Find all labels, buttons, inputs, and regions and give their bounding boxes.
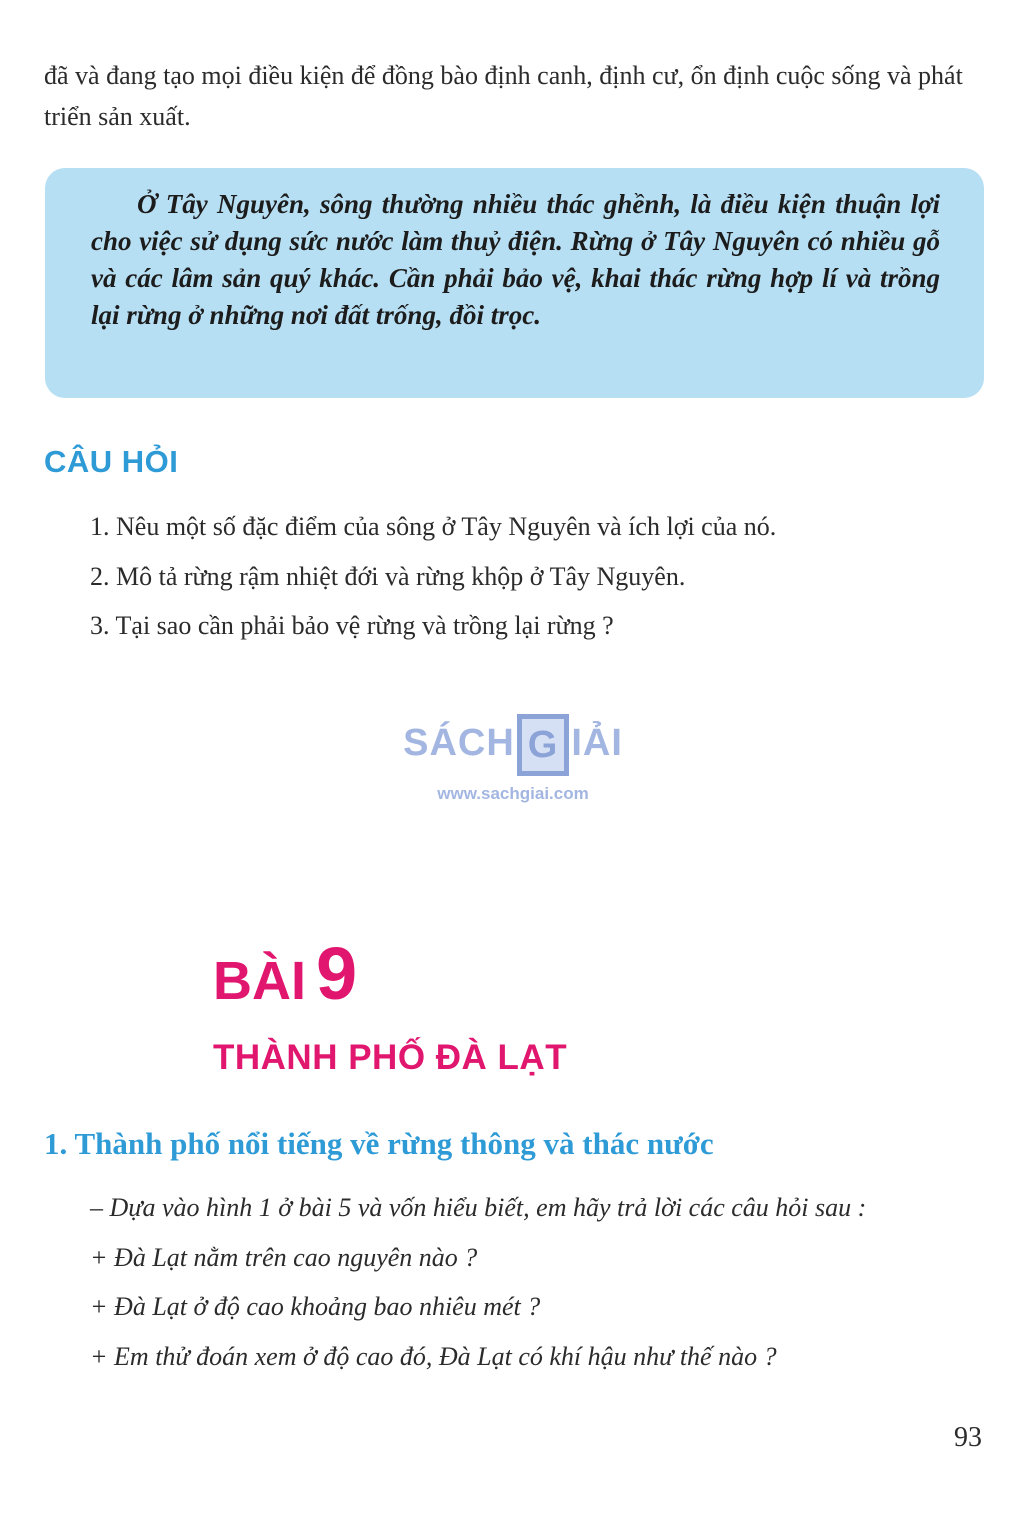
watermark-url: www.sachgiai.com — [437, 784, 589, 803]
task-line: + Đà Lạt ở độ cao khoảng bao nhiêu mét ? — [90, 1292, 541, 1321]
page-number: 93 — [954, 1422, 982, 1453]
lesson-number: 9 — [316, 932, 358, 1015]
question-item: 1. Nêu một số đặc điểm của sông ở Tây Nguyên và ích lợi của nó. — [90, 512, 777, 541]
watermark-logo-g-icon: G — [517, 714, 570, 776]
summary-box — [45, 168, 984, 398]
question-item: 3. Tại sao cần phải bảo vệ rừng và trồng lại rừng ? — [90, 611, 614, 640]
task-line: + Đà Lạt nằm trên cao nguyên nào ? — [90, 1242, 478, 1272]
task-line: – Dựa vào hình 1 ở bài 5 và vốn hiểu biết, em hãy trả lời các câu hỏi sau : — [90, 1193, 867, 1222]
questions-heading: CÂU HỎI — [44, 444, 179, 479]
lesson-label — [213, 932, 358, 1015]
task-line: + Em thử đoán xem ở độ cao đó, Đà Lạt có khí hậu như thế nào ? — [90, 1341, 777, 1371]
watermark-logo-part: SÁCH — [403, 722, 515, 764]
summary-text: Ở Tây Nguyên, sông thường nhiều thác ghềnh, là điều kiện thuận lợi cho việc sử dụng sức nước làm thuỷ điện. Rừng ở Tây Nguyên có nhiều gỗ và các lâm sản quý khác. Cần phải bảo vệ, khai thác rừng hợp lí và trồng lại rừng ở những nơi đất trống, đồi trọc. — [91, 189, 940, 330]
watermark-logo — [402, 708, 624, 778]
question-item: 2. Mô tả rừng rậm nhiệt đới và rừng khộp ở Tây Nguyên. — [90, 561, 686, 591]
lesson-title: THÀNH PHỐ ĐÀ LẠT — [213, 1038, 568, 1077]
watermark-logo-part: IẢI — [571, 722, 623, 764]
watermark — [402, 708, 624, 804]
questions-list — [90, 502, 776, 651]
section-heading: 1. Thành phố nổi tiếng về rừng thông và thác nước — [44, 1126, 714, 1161]
section-task-list — [90, 1183, 866, 1381]
lesson-word: BÀI — [213, 951, 306, 1011]
intro-paragraph: đã và đang tạo mọi điều kiện để đồng bào định canh, định cư, ổn định cuộc sống và phát triển sản xuất. — [44, 61, 963, 131]
